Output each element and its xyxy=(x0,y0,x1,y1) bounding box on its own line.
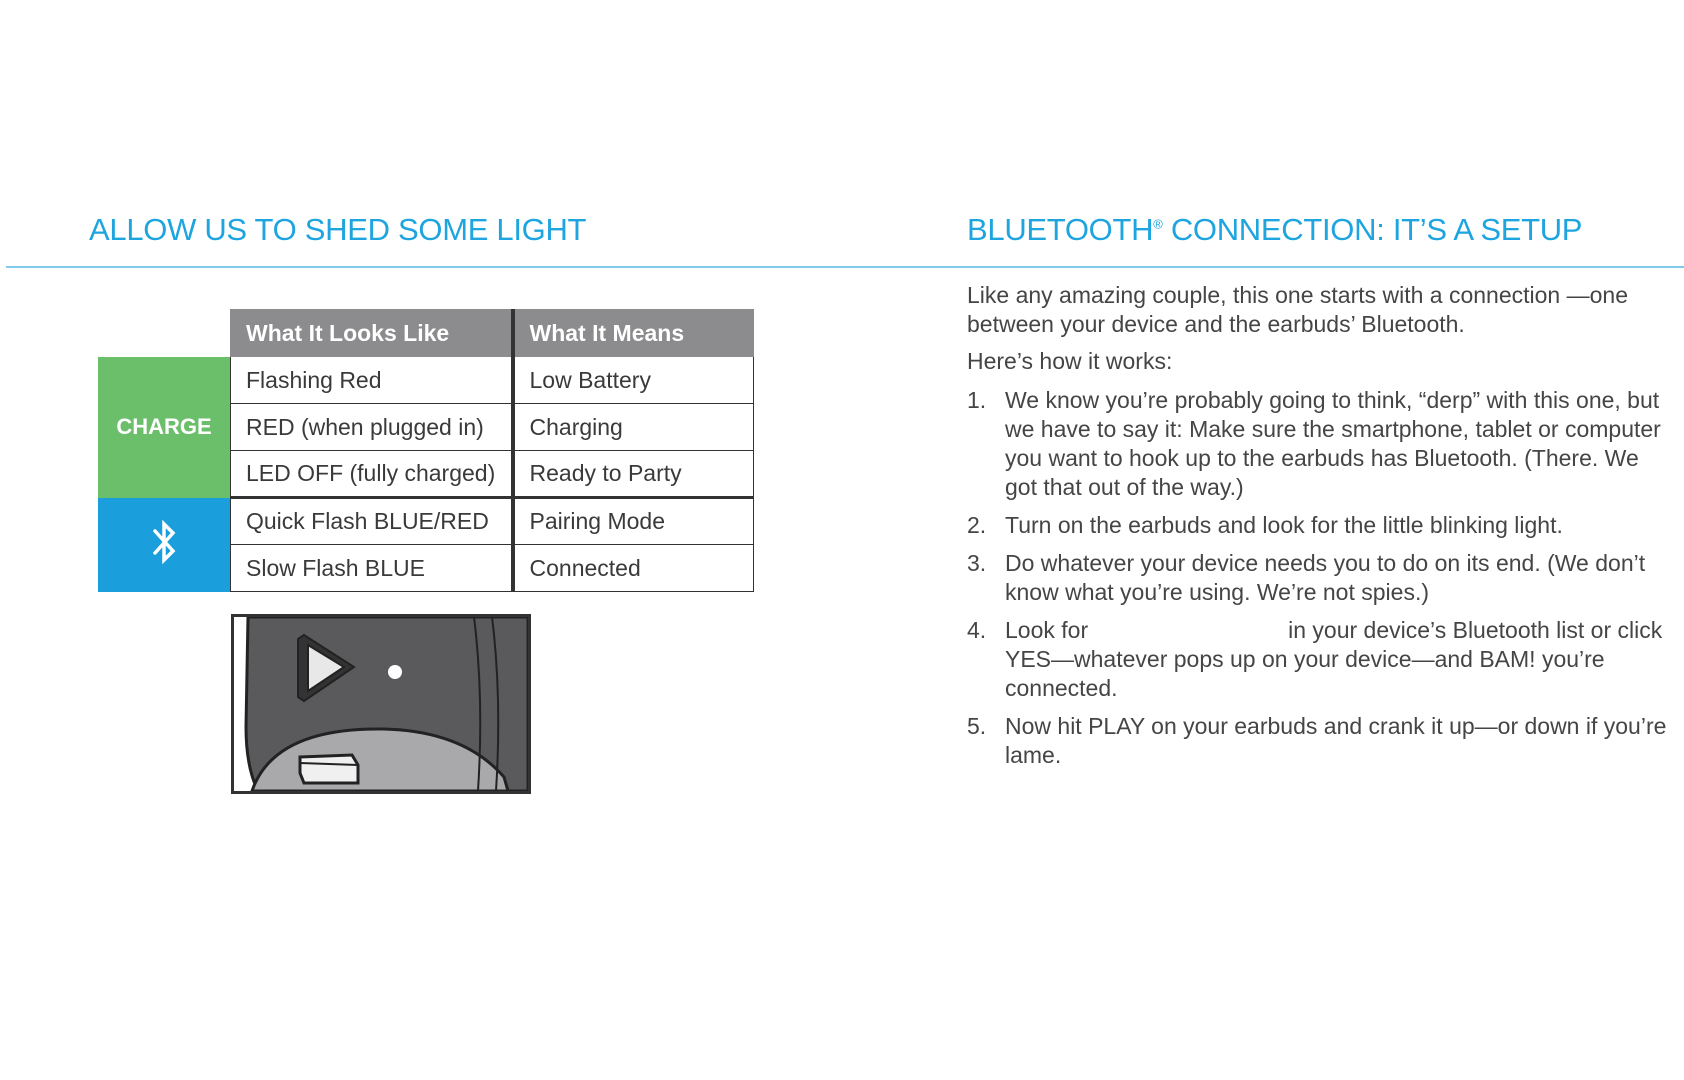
left-heading: ALLOW US TO SHED SOME LIGHT xyxy=(89,212,587,247)
list-item xyxy=(967,712,1667,770)
list-item xyxy=(967,511,1667,540)
step-text: Turn on the earbuds and look for the little blinking light. xyxy=(1005,512,1563,538)
table-corner xyxy=(98,310,231,357)
charge-category: CHARGE xyxy=(98,357,231,498)
table-header-row xyxy=(98,310,754,357)
step-text: Now hit PLAY on your earbuds and crank it up—or down if you’re lame. xyxy=(1005,713,1667,768)
step-text: Do whatever your device needs you to do on its end. (We don’t know what you’re using. We’re not spies.) xyxy=(1005,550,1646,605)
table-row xyxy=(98,357,754,404)
heading-divider xyxy=(6,266,1684,268)
step-number: 3. xyxy=(967,550,987,576)
right-heading xyxy=(967,212,1582,248)
looks-cell: Quick Flash BLUE/RED xyxy=(231,498,513,545)
means-cell: Pairing Mode xyxy=(513,498,754,545)
looks-cell: Flashing Red xyxy=(231,357,513,404)
led-indicator-icon xyxy=(388,665,402,679)
header-means: What It Means xyxy=(513,310,754,357)
heading-main: BLUETOOTH xyxy=(967,212,1154,247)
step-text-after: in your device’s Bluetooth list or click YES—whatever pops up on your device—and BAM! you’re connected. xyxy=(1005,617,1663,701)
step-number: 1. xyxy=(967,387,987,413)
looks-cell: Slow Flash BLUE xyxy=(231,545,513,592)
heading-rest: CONNECTION: IT’S A SETUP xyxy=(1162,212,1583,247)
charge-port-icon xyxy=(300,755,358,783)
bluetooth-instructions xyxy=(967,281,1667,779)
earbud-control-graphic xyxy=(234,617,528,791)
how-it-works-label: Here’s how it works: xyxy=(967,348,1173,374)
means-cell: Ready to Party xyxy=(513,451,754,498)
step-number: 2. xyxy=(967,512,987,538)
earbud-control-illustration xyxy=(231,614,531,794)
looks-cell: RED (when plugged in) xyxy=(231,404,513,451)
means-cell: Connected xyxy=(513,545,754,592)
table-row xyxy=(98,498,754,545)
list-item xyxy=(967,616,1667,703)
looks-cell: LED OFF (fully charged) xyxy=(231,451,513,498)
step-text-before: Look for xyxy=(1005,617,1089,643)
list-item xyxy=(967,386,1667,502)
means-cell: Low Battery xyxy=(513,357,754,404)
header-looks-like: What It Looks Like xyxy=(231,310,513,357)
intro-paragraph: Like any amazing couple, this one starts with a connection —one between your device and the earbuds’ Bluetooth. xyxy=(967,282,1628,337)
step-number: 4. xyxy=(967,617,987,643)
bluetooth-icon xyxy=(149,517,179,567)
means-cell: Charging xyxy=(513,404,754,451)
step-text: We know you’re probably going to think, “derp” with this one, but we have to say it: Make sure the smartphone, tablet or computer you want to hook up to the earbuds has Bluetooth. (There. We got that out of the way.) xyxy=(1005,387,1661,500)
led-status-table xyxy=(98,309,754,592)
step-number: 5. xyxy=(967,713,987,739)
list-item xyxy=(967,549,1667,607)
registered-mark: ® xyxy=(1153,216,1163,232)
bluetooth-category xyxy=(98,498,231,592)
steps-list xyxy=(967,386,1667,770)
